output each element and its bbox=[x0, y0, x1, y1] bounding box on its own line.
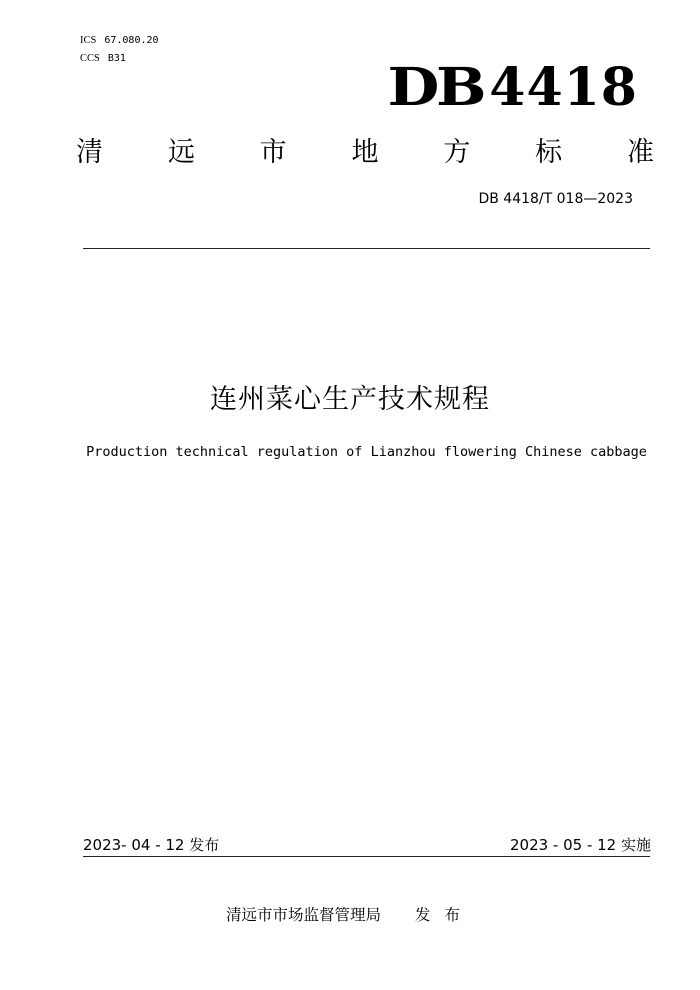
standard-type-char: 市 bbox=[259, 137, 287, 168]
standard-type-char: 标 bbox=[535, 137, 563, 168]
standard-type-char: 方 bbox=[443, 137, 471, 168]
ics-classification bbox=[80, 35, 159, 46]
db-logo-prefix: DB bbox=[387, 57, 484, 118]
standard-type-char: 准 bbox=[626, 137, 654, 168]
ics-code: 67.080.20 bbox=[104, 35, 159, 46]
issue-date: 2023- 04 - 12 发布 bbox=[83, 836, 220, 854]
db-logo-region-code: 4418 bbox=[489, 57, 638, 118]
title-chinese: 连州菜心生产技术规程 bbox=[210, 384, 490, 415]
ccs-label: CCS bbox=[80, 53, 100, 64]
footer-divider bbox=[83, 856, 650, 857]
standard-type-char: 地 bbox=[351, 137, 379, 168]
standard-type-heading bbox=[76, 133, 654, 173]
title-english: Production technical regulation of Lianzhou flowering Chinese cabbage bbox=[86, 444, 647, 460]
ics-label: ICS bbox=[80, 35, 97, 46]
standard-number: DB 4418/T 018—2023 bbox=[478, 191, 633, 207]
ccs-classification bbox=[80, 53, 126, 64]
publisher-verb: 发布 bbox=[415, 906, 475, 924]
standard-type-char: 清 bbox=[76, 137, 103, 168]
header-divider bbox=[83, 248, 650, 249]
publisher-line bbox=[0, 903, 700, 925]
standard-type-char: 远 bbox=[167, 137, 195, 168]
implementation-date: 2023 - 05 - 12 实施 bbox=[509, 836, 651, 854]
db-standard-logo bbox=[387, 57, 638, 118]
publisher-name: 清远市市场监督管理局 bbox=[225, 906, 381, 924]
ccs-code: B31 bbox=[107, 53, 126, 64]
